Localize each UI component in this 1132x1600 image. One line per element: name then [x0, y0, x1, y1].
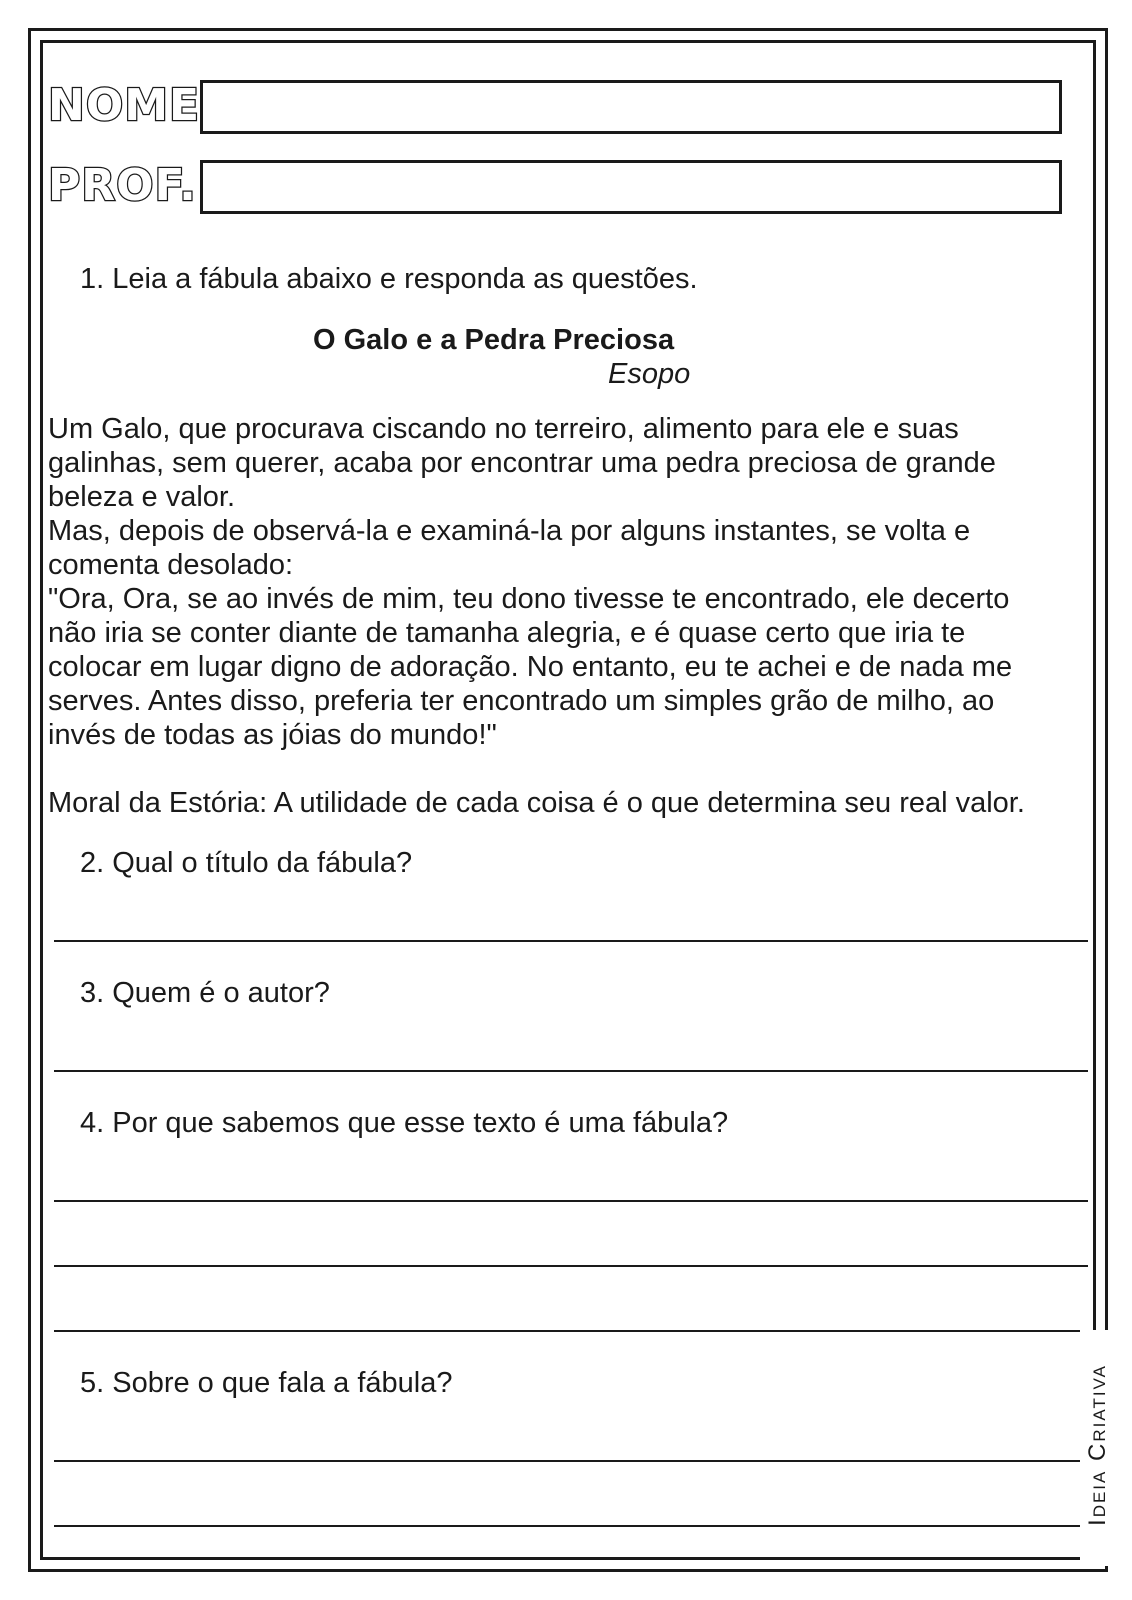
prof-field[interactable]	[200, 160, 1062, 214]
fable-title: O Galo e a Pedra Preciosa	[313, 324, 675, 356]
watermark-text: Ideia Criativa	[1084, 1364, 1111, 1526]
answer-line[interactable]	[54, 1265, 1088, 1267]
answer-line[interactable]	[54, 1070, 1088, 1072]
fable-line: Um Galo, que procurava ciscando no terreiro, alimento para ele e suas	[48, 413, 959, 445]
name-label: NOME	[48, 80, 201, 131]
fable-line: galinhas, sem querer, acaba por encontrar uma pedra preciosa de grande	[48, 447, 996, 479]
fable-line: colocar em lugar digno de adoração. No entanto, eu te achei e de nada me	[48, 651, 1013, 683]
fable-line: beleza e valor.	[48, 481, 236, 513]
answer-line[interactable]	[54, 940, 1088, 942]
answer-line[interactable]	[54, 1460, 1088, 1462]
answer-line[interactable]	[54, 1330, 1088, 1332]
question-3: 3. Quem é o autor?	[80, 977, 330, 1009]
prof-label: PROF.	[48, 160, 197, 211]
name-field[interactable]	[200, 80, 1062, 134]
fable-line: não iria se conter diante de tamanha alegria, e é quase certo que iria te	[48, 617, 966, 649]
fable-line: invés de todas as jóias do mundo!"	[48, 719, 497, 751]
fable-line: serves. Antes disso, preferia ter encontrado um simples grão de milho, ao	[48, 685, 995, 717]
question-2: 2. Qual o título da fábula?	[80, 847, 413, 879]
fable-moral: Moral da Estória: A utilidade de cada coisa é o que determina seu real valor.	[48, 787, 1025, 819]
fable-author: Esopo	[608, 358, 691, 390]
question-5: 5. Sobre o que fala a fábula?	[80, 1367, 453, 1399]
question-4: 4. Por que sabemos que esse texto é uma fábula?	[80, 1107, 729, 1139]
fable-line: Mas, depois de observá-la e examiná-la por alguns instantes, se volta e	[48, 515, 971, 547]
fable-line: comenta desolado:	[48, 549, 294, 581]
answer-line[interactable]	[54, 1525, 1088, 1527]
answer-line[interactable]	[54, 1200, 1088, 1202]
question-1: 1. Leia a fábula abaixo e responda as questões.	[80, 263, 698, 295]
fable-line: "Ora, Ora, se ao invés de mim, teu dono tivesse te encontrado, ele decerto	[48, 583, 1010, 615]
